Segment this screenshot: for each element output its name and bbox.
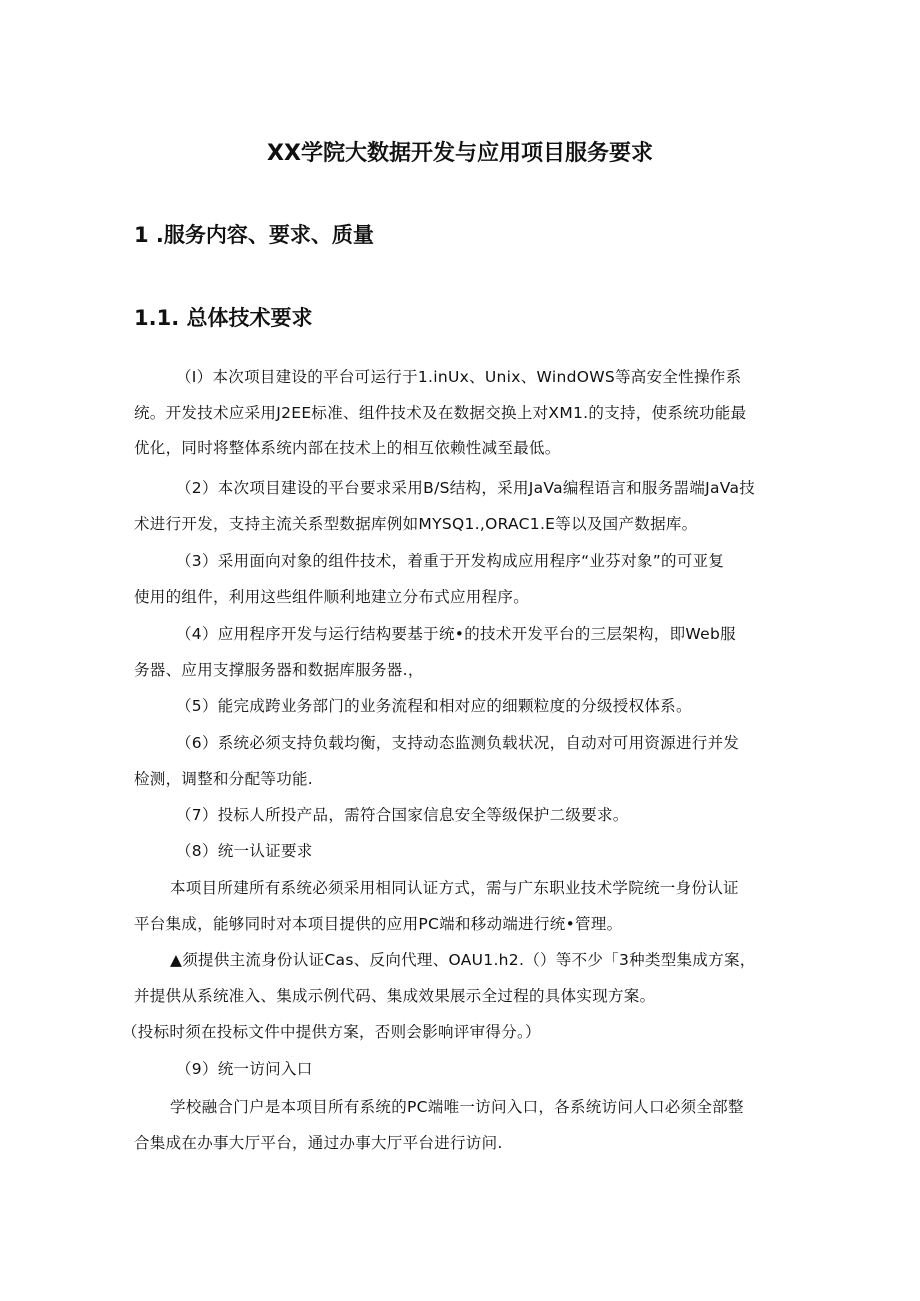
paragraph-line: （I）本次项目建设的平台可运行于1.inUx、Unix、WindOWS等高安全性操作系 xyxy=(176,368,742,386)
paragraph-line: 合集成在办事大厅平台，通过办事大厅平台进行访问. xyxy=(134,1134,503,1152)
paragraph-line: （8）统一认证要求 xyxy=(176,842,313,860)
paragraph-line: 并提供从系统准入、集成示例代码、集成效果展示全过程的具体实现方案。 xyxy=(134,987,656,1005)
paragraph-line: （9）统一访问入口 xyxy=(176,1060,313,1078)
subsection-heading: 1.1. 总体技术要求 xyxy=(134,306,313,330)
document-title: XX学院大数据开发与应用项目服务要求 xyxy=(267,141,653,166)
paragraph-line: （4）应用程序开发与运行结构要基于统•的技术开发平台的三层架构，即Web服 xyxy=(176,625,736,643)
paragraph-line: （2）本次项目建设的平台要求采用B/S结构，采用JaVa编程语言和服务噐端JaVa技 xyxy=(176,479,756,497)
paragraph-line: 学校融合门户是本项目所有系统的PC端唯一访问入口，各系统访问人口必须全部整 xyxy=(170,1098,744,1116)
paragraph-line: 优化，同时将整体系统内部在技术上的相互依赖性减至最低。 xyxy=(134,439,561,457)
paragraph-line: 平台集成，能够同时对本项目提供的应用PC端和移动端进行统•管理。 xyxy=(134,915,623,933)
paragraph-line: 统。开发技术应采用J2EE标准、组件技术及在数据交换上对XM1.的支持，使系统功能最 xyxy=(134,404,747,422)
paragraph-line: ▲须提供主流身份认证Cas、反向代理、OAU1.h2.（）等不少「3种类型集成方案， xyxy=(170,951,756,969)
paragraph-line: 使用的组件，利用这些组件顺利地建立分布式应用程序。 xyxy=(134,588,530,606)
paragraph-line: 检测，调整和分配等功能. xyxy=(134,770,314,788)
paragraph-line: （投标时须在投标文件中提供方案，否则会影响评审得分。） xyxy=(122,1023,541,1041)
paragraph-line: （6）系统必须支持负载均衡，支持动态监测负载状况，自动对可用资源进行并发 xyxy=(176,734,740,752)
section-heading: 1 .服务内容、要求、质量 xyxy=(134,223,374,247)
paragraph-line: （5）能完成跨业务部门的业务流程和相对应的细颗粒度的分级授权体系。 xyxy=(176,697,692,715)
paragraph-line: 术进行开发，支持主流关系型数据库例如MYSQ1.,ORAC1.E等以及国产数据库。 xyxy=(134,515,698,533)
paragraph-line: 务器、应用支撑服务器和数据库服务器.， xyxy=(134,661,424,679)
paragraph-line: （3）采用面向对象的组件技术，着重于开发构成应用程序“业芬对象”的可亚复 xyxy=(176,552,725,570)
paragraph-line: （7）投标人所投产品，需符合国家信息安全等级保护二级要求。 xyxy=(176,806,629,824)
paragraph-line: 本项目所建所有系统必须采用相同认证方式，需与广东职业技术学院统一身份认证 xyxy=(170,879,739,897)
